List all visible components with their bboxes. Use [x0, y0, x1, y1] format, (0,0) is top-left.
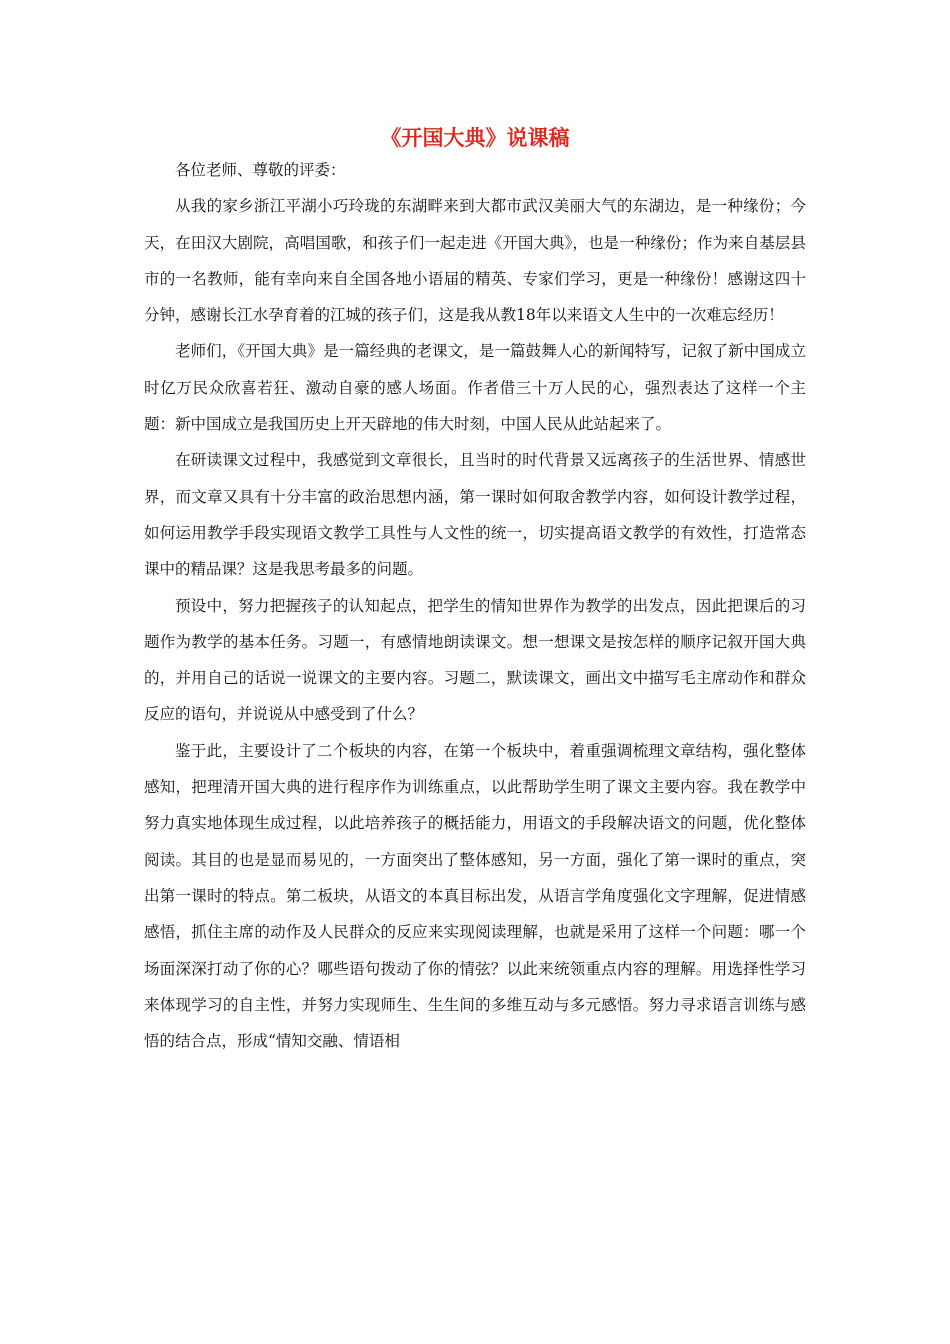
body-paragraph: 鉴于此，主要设计了二个板块的内容，在第一个板块中，着重强调梳理文章结构，强化整体感知，把理清开国大典的进行程序作为训练重点，以此帮助学生明了课文主要内容。我在教学中努力真实地体现生成过程，以此培养孩子的概括能力，用语文的手段解决语文的问题，优化整体阅读。其目的也是显而易见的，一方面突出了整体感知，另一方面，强化了第一课时的重点，突出第一课时的特点。第二板块，从语文的本真目标出发，从语言学角度强化文字理解，促进情感感悟，抓住主席的动作及人民群众的反应来实现阅读理解，也就是采用了这样一个问题：哪一个场面深深打动了你的心？哪些语句拨动了你的情弦？以此来统领重点内容的理解。用选择性学习来体现学习的自主性，并努力实现师生、生生间的多维互动与多元感悟。努力寻求语言训练与感悟的结合点，形成“情知交融、情语相	[144, 741, 806, 1051]
document-title: 《开国大典》说课稿	[380, 125, 570, 150]
body-paragraph: 老师们，《开国大典》是一篇经典的老课文，是一篇鼓舞人心的新闻特写，记叙了新中国成立时亿万民众欣喜若狂、激动自豪的感人场面。作者借三十万人民的心，强烈表达了这样一个主题：新中国成立是我国历史上开天辟地的伟大时刻，中国人民从此站起来了。	[144, 342, 806, 434]
salutation-paragraph: 各位老师、尊敬的评委：	[175, 161, 346, 179]
body-paragraph: 在研读课文过程中，我感觉到文章很长，且当时的时代背景又远离孩子的生活世界、情感世界，而文章又具有十分丰富的政治思想内涵，第一课时如何取舍教学内容，如何设计教学过程，如何运用教学手段实现语文教学工具性与人文性的统一，切实提高语文教学的有效性，打造常态课中的精品课？这是我思考最多的问题。	[144, 451, 806, 579]
body-paragraph: 预设中，努力把握孩子的认知起点，把学生的情知世界作为教学的出发点，因此把课后的习题作为教学的基本任务。习题一，有感情地朗读课文。想一想课文是按怎样的顺序记叙开国大典的，并用自己的话说一说课文的主要内容。习题二，默读课文，画出文中描写毛主席动作和群众反应的语句，并说说从中感受到了什么？	[144, 596, 806, 724]
body-paragraph: 从我的家乡浙江平湖小巧玲珑的东湖畔来到大都市武汉美丽大气的东湖边，是一种缘份；今天，在田汉大剧院，高唱国歌，和孩子们一起走进《开国大典》，也是一种缘份；作为来自基层县市的一名教师，能有幸向来自全国各地小语届的精英、专家们学习，更是一种缘份！感谢这四十分钟，感谢长江水孕育着的江城的孩子们，这是我从教18年以来语文人生中的一次难忘经历！	[144, 197, 806, 325]
document-body	[144, 152, 806, 1059]
